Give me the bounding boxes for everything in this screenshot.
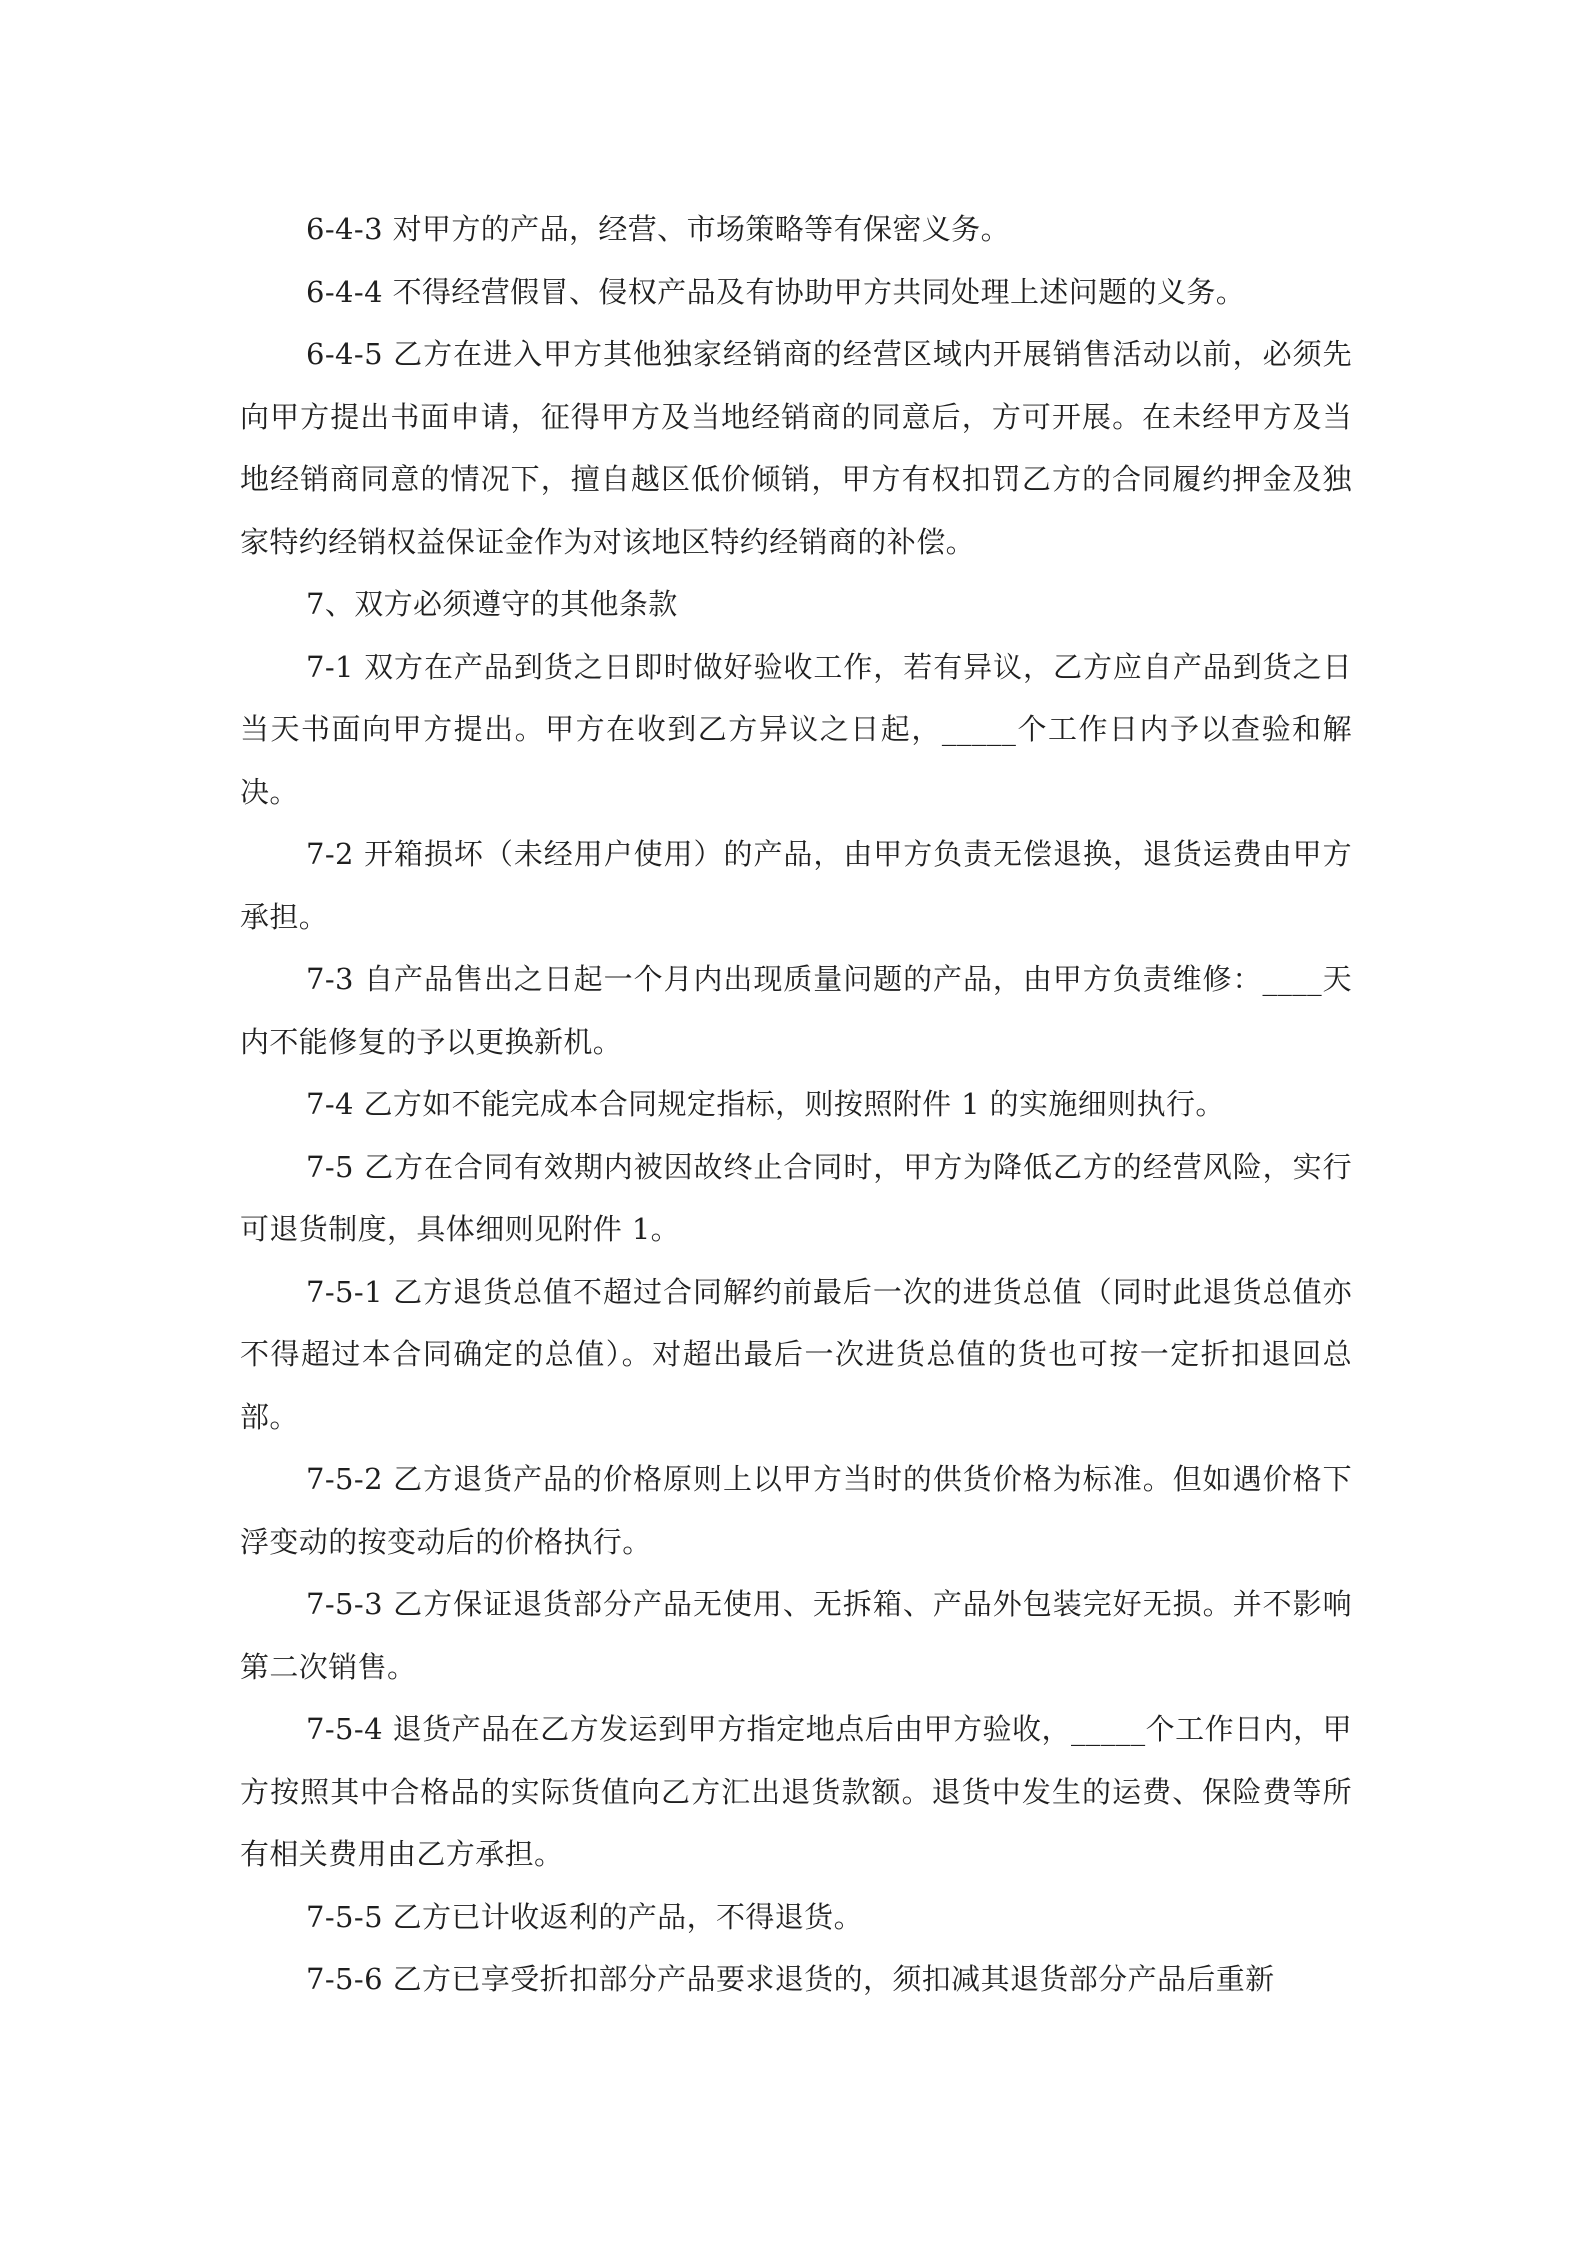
clause-6-4-3: 6-4-3 对甲方的产品，经营、市场策略等有保密义务。 <box>306 212 1010 246</box>
clause-6-4-5: 6-4-5 乙方在进入甲方其他独家经销商的经营区域内开展销售活动以前，必须先向甲方提出书面申请，征得甲方及当地经销商的同意后，方可开展。在未经甲方及当地经销商同意的情况下，擅自越区低价倾销，甲方有权扣罚乙方的合同履约押金及独家特约经销权益保证金作为对该地区特约经销商的补偿。 <box>240 337 1352 559</box>
clause-6-4-4: 6-4-4 不得经营假冒、侵权产品及有协助甲方共同处理上述问题的义务。 <box>306 274 1246 309</box>
clause-7-1: 7-1 双方在产品到货之日即时做好验收工作，若有异议，乙方应自产品到货之日当天书面向甲方提出。甲方在收到乙方异议之日起，_____个工作日内予以查验和解决。 <box>240 649 1352 809</box>
clause-7-3: 7-3 自产品售出之日起一个月内出现质量问题的产品，由甲方负责维修：____天内不能修复的予以更换新机。 <box>240 962 1352 1059</box>
clause-7-5-4: 7-5-4 退货产品在乙方发运到甲方指定地点后由甲方验收，_____个工作日内，甲方按照其中合格品的实际货值向乙方汇出退货款额。退货中发生的运费、保险费等所有相关费用由乙方承担。 <box>240 1712 1352 1871</box>
clause-7-5-2: 7-5-2 乙方退货产品的价格原则上以甲方当时的供货价格为标准。但如遇价格下浮变动的按变动后的价格执行。 <box>240 1462 1352 1559</box>
section-7-heading: 7、双方必须遵守的其他条款 <box>306 587 678 621</box>
clause-7-5: 7-5 乙方在合同有效期内被因故终止合同时，甲方为降低乙方的经营风险，实行可退货制度，具体细则见附件 1。 <box>240 1149 1352 1246</box>
clause-7-5-6: 7-5-6 乙方已享受折扣部分产品要求退货的，须扣减其退货部分产品后重新 <box>306 1962 1275 1996</box>
clause-7-2: 7-2 开箱损坏（未经用户使用）的产品，由甲方负责无偿退换，退货运费由甲方承担。 <box>240 837 1352 934</box>
document-body <box>240 198 1352 2011</box>
clause-7-5-1: 7-5-1 乙方退货总值不超过合同解约前最后一次的进货总值（同时此退货总值亦不得超过本合同确定的总值）。对超出最后一次进货总值的货也可按一定折扣退回总部。 <box>240 1274 1352 1434</box>
clause-7-5-5: 7-5-5 乙方已计收返利的产品，不得退货。 <box>306 1899 863 1934</box>
clause-7-5-3: 7-5-3 乙方保证退货部分产品无使用、无拆箱、产品外包装完好无损。并不影响第二次销售。 <box>240 1587 1352 1684</box>
clause-7-4: 7-4 乙方如不能完成本合同规定指标，则按照附件 1 的实施细则执行。 <box>306 1087 1225 1121</box>
